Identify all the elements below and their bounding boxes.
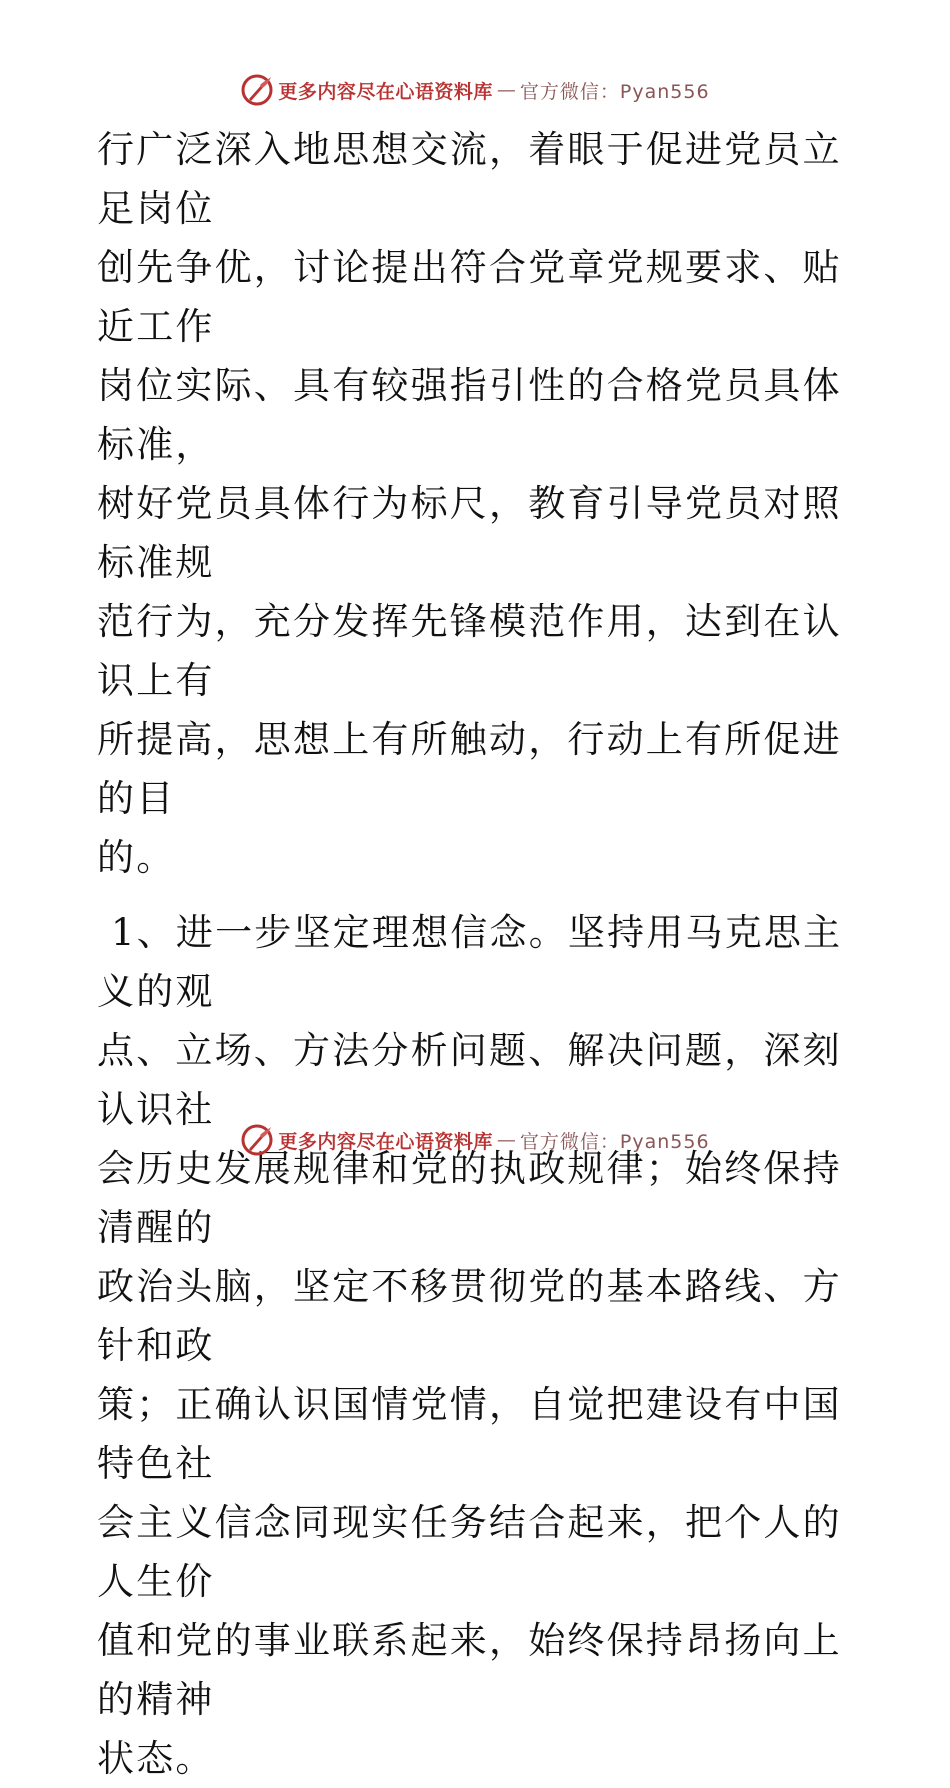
quill-logo-icon [240, 73, 274, 107]
watermark-lead: 更多内容尽在心语资料库 [278, 1130, 493, 1153]
watermark-contact: 官方微信：Pyan556 [519, 1130, 710, 1153]
paragraph: 1、进一步坚定理想信念。坚持用马克思主义的观 点、立场、方法分析问题、解决问题，深刻认识社 会历史发展规律和党的执政规律；始终保持清醒的 政治头脑，坚定不移贯彻党的基本路线、方针和政 策；正确认识国情党情，自觉把建设有中国特色社 会主义信念同现实任务结合起来，把个人的人生价 值和党的事业联系起来，始终保持昂扬向上的精神 状态。 [97, 911, 843, 1780]
paragraph: 行广泛深入地思想交流，着眼于促进党员立足岗位 创先争优，讨论提出符合党章党规要求、贴近工作 岗位实际、具有较强指引性的合格党员具体标准， 树好党员具体行为标尺，教育引导党员对照标准规 范行为，充分发挥先锋模范作用，达到在认识上有 所提高，思想上有所触动，行动上有所促进的目 的。 [97, 128, 842, 879]
footer-watermark [0, 1120, 950, 1160]
watermark-separator: — [496, 79, 516, 101]
document-body [97, 120, 857, 1788]
watermark-lead: 更多内容尽在心语资料库 [278, 80, 493, 103]
quill-logo-icon [240, 1123, 274, 1157]
header-watermark [0, 70, 950, 110]
watermark-separator: — [496, 1129, 516, 1151]
watermark-contact: 官方微信：Pyan556 [519, 80, 710, 103]
